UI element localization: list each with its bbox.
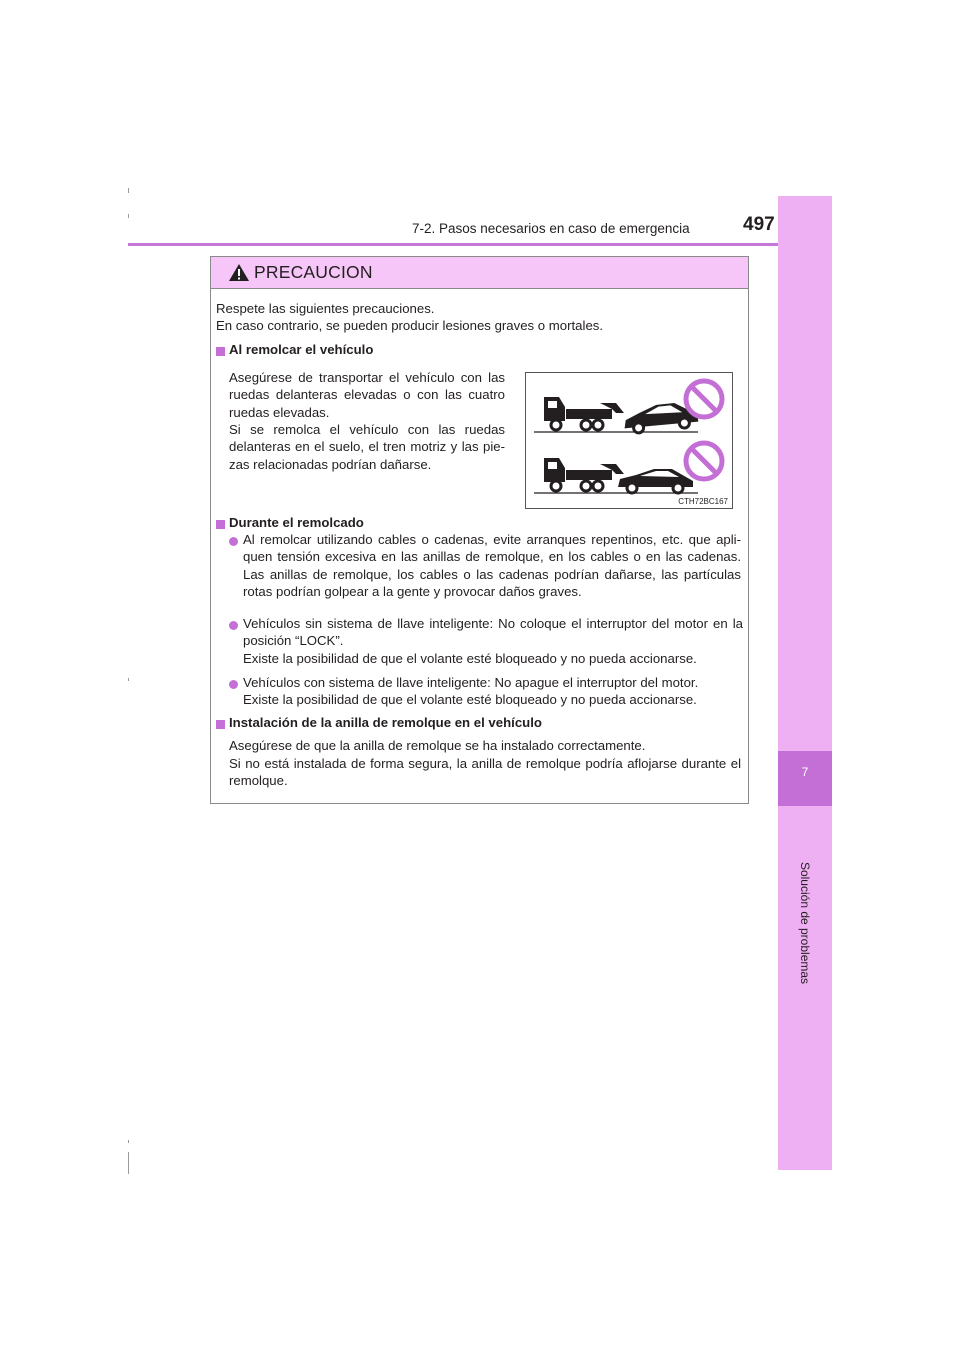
prohibited-icon	[686, 381, 722, 417]
heading-square-marker	[216, 520, 225, 529]
chapter-number: 7	[801, 765, 809, 779]
bullet-text: Vehículos con sistema de llave inteligente: No apague el interruptor del motor.	[243, 675, 699, 690]
section-heading: Durante el remolcado	[229, 515, 364, 530]
bullet-note: Existe la posibilidad de que el volante esté bloqueado y no pueda accionarse.	[243, 692, 697, 707]
intro-line: Respete las siguientes precauciones.	[216, 301, 435, 316]
intro-line: En caso contrario, se pueden producir lesiones graves o mortales.	[216, 318, 604, 334]
page-number: 497	[743, 214, 775, 235]
bullet-note: Existe la posibilidad de que el volante esté bloqueado y no pueda accionarse.	[243, 651, 697, 666]
heading-square-marker	[216, 720, 225, 729]
header-rule	[128, 243, 832, 246]
section-heading: Instalación de la anilla de remolque en el vehículo	[229, 715, 542, 730]
bullet-dot	[229, 537, 238, 546]
section-paragraph: Si se remolca el vehículo con las ruedas delanteras en el suelo, el tren motriz y las pie-zas relacionadas podrían dañarse.	[229, 422, 505, 472]
figure-code: CTH72BC167	[678, 497, 728, 506]
crop-mark	[128, 1152, 129, 1174]
tow-truck-illustration	[526, 373, 732, 508]
crop-mark	[128, 188, 129, 193]
caution-title: PRECAUCION	[254, 262, 373, 282]
warning-triangle-icon	[228, 263, 250, 282]
caution-intro	[216, 300, 741, 335]
section-paragraph: Si no está instalada de forma segura, la anilla de remolque podría aflojarse durante el remolque.	[229, 756, 741, 789]
bullet-dot	[229, 621, 238, 630]
caution-header	[211, 257, 748, 289]
bullet-text: Al remolcar utilizando cables o cadenas, evite arranques repentinos, etc. que apli-quen tensión excesiva en las anillas de remolque, en los cables o en las cadenas. Las anillas de remolque, los cables o las cadenas podrían dañarse, las partículas rotas podrían golpear a la gente y provocar daños graves.	[243, 532, 741, 599]
section-paragraph: Asegúrese de transportar el vehículo con las ruedas delanteras elevadas o con las cuatro ruedas elevadas.	[229, 370, 505, 420]
chapter-number-tab	[778, 751, 832, 806]
crop-mark	[128, 1140, 129, 1143]
crop-mark	[128, 678, 129, 681]
towing-illustration	[525, 372, 733, 509]
section-heading: Al remolcar el vehículo	[229, 342, 374, 357]
chapter-side-tab	[778, 196, 832, 1170]
prohibited-icon	[686, 443, 722, 479]
crop-mark	[128, 214, 129, 218]
bullet-text: Vehículos sin sistema de llave inteligente: No coloque el interruptor del motor en la posición “LOCK”.	[243, 616, 743, 649]
section-title: 7-2. Pasos necesarios en caso de emergencia	[412, 221, 690, 236]
section-paragraph: Asegúrese de que la anilla de remolque se ha instalado correctamente.	[229, 738, 646, 753]
chapter-title: Solución de problemas	[798, 861, 812, 985]
heading-square-marker	[216, 347, 225, 356]
bullet-dot	[229, 680, 238, 689]
